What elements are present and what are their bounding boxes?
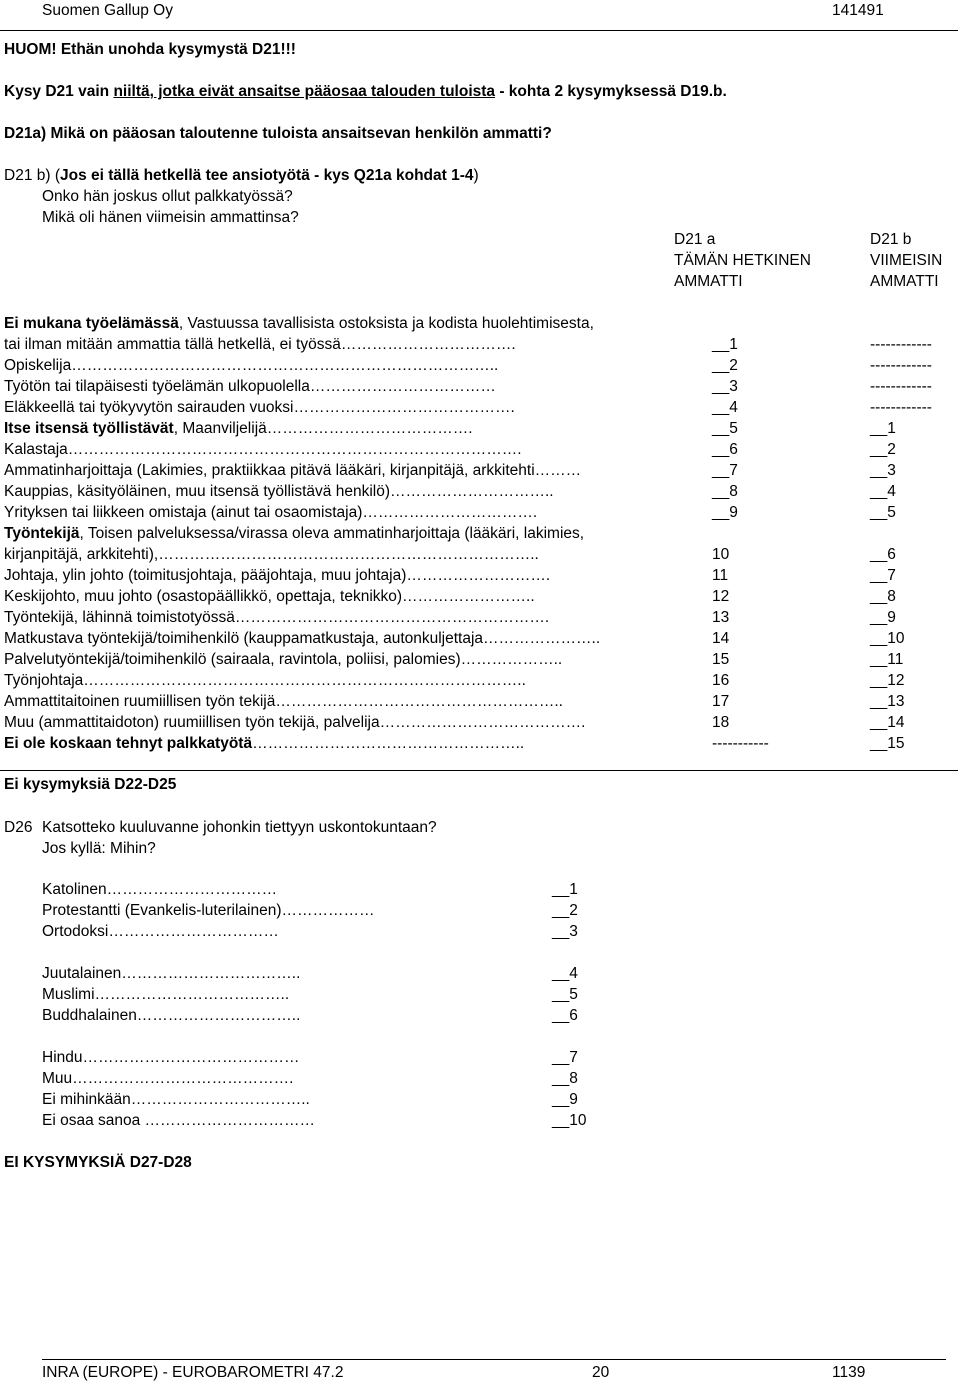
code-current: __1 bbox=[712, 336, 738, 353]
code-current: 14 bbox=[712, 630, 730, 647]
code-last: __9 bbox=[870, 609, 896, 626]
footer-left: INRA (EUROPE) - EUROBAROMETRI 47.2 bbox=[42, 1364, 344, 1381]
occupation-row: Yrityksen tai liikkeen omistaja (ainut tai osaomistaja)……………………………. bbox=[4, 504, 538, 521]
religion-code: __7 bbox=[552, 1049, 578, 1066]
code-current: 10 bbox=[712, 546, 730, 563]
d26-label: D26 bbox=[4, 819, 33, 836]
question-d21a: D21a) Mikä on pääosan taloutenne tuloista ansaitsevan henkilön ammatti? bbox=[4, 125, 552, 142]
skip-d22: Ei kysymyksiä D22-D25 bbox=[4, 776, 177, 793]
religion-item: Juutalainen…………………………….. bbox=[42, 965, 301, 982]
code-last: ------------ bbox=[870, 378, 932, 395]
instruction: Kysy D21 vain niiltä, jotka eivät ansaitse pääosaa talouden tuloista - kohta 2 kysymyksessä D19.b. bbox=[4, 83, 727, 100]
code-last: __2 bbox=[870, 441, 896, 458]
code-current: 18 bbox=[712, 714, 730, 731]
religion-item: Ortodoksi…………………………… bbox=[42, 923, 279, 940]
occupation-row: Ammatinharjoittaja (Lakimies, praktiikkaa pitävä lääkäri, kirjanpitäjä, arkkitehti……… bbox=[4, 462, 582, 479]
religion-code: __1 bbox=[552, 881, 578, 898]
code-last: __10 bbox=[870, 630, 905, 647]
religion-code: __3 bbox=[552, 923, 578, 940]
religion-code: __2 bbox=[552, 902, 578, 919]
code-last: __7 bbox=[870, 567, 896, 584]
religion-item: Protestantti (Evankelis-luterilainen)……………… bbox=[42, 902, 375, 919]
header-rule bbox=[0, 30, 958, 31]
header-number: 141491 bbox=[832, 2, 884, 19]
code-current: 11 bbox=[712, 567, 729, 584]
religion-code: __5 bbox=[552, 986, 578, 1003]
code-last: __3 bbox=[870, 462, 896, 479]
code-last: __5 bbox=[870, 504, 896, 521]
occupation-row: kirjanpitäjä, arkkitehti),……………………………………………………………….. bbox=[4, 546, 539, 563]
code-current: 13 bbox=[712, 609, 730, 626]
code-last: __8 bbox=[870, 588, 896, 605]
code-current: __3 bbox=[712, 378, 738, 395]
occupation-row: Kauppias, käsityöläinen, muu itsensä työllistävä henkilö)………………………….. bbox=[4, 483, 554, 500]
religion-item: Muslimi……………………………….. bbox=[42, 986, 290, 1003]
code-last: __1 bbox=[870, 420, 896, 437]
occupation-row: Työtön tai tilapäisesti työelämän ulkopuolella……………………………… bbox=[4, 378, 496, 395]
religion-item: Muu……………………………………. bbox=[42, 1070, 294, 1087]
occupation-row: Eläkkeellä tai työkyvytön sairauden vuoksi……………………………………. bbox=[4, 399, 515, 416]
code-current: 12 bbox=[712, 588, 730, 605]
col-a-h2: TÄMÄN HETKINEN bbox=[674, 252, 811, 269]
code-current: 17 bbox=[712, 693, 730, 710]
col-a-h3: AMMATTI bbox=[674, 273, 743, 290]
code-last: ------------ bbox=[870, 336, 932, 353]
occupation-row: Opiskelija……………………………………………………………………….. bbox=[4, 357, 499, 374]
code-current: 15 bbox=[712, 651, 730, 668]
code-last: __13 bbox=[870, 693, 905, 710]
d26-question: Katsotteko kuuluvanne johonkin tiettyyn uskontokuntaan? bbox=[42, 819, 437, 836]
occupation-row: Keskijohto, muu johto (osastopäällikkö, opettaja, teknikko)…………………….. bbox=[4, 588, 535, 605]
code-last: __4 bbox=[870, 483, 896, 500]
code-last: ------------ bbox=[870, 357, 932, 374]
section-rule bbox=[0, 770, 958, 771]
col-a-h1: D21 a bbox=[674, 231, 716, 248]
occupation-row: Työntekijä, Toisen palveluksessa/virassa oleva ammatinharjoittaja (lääkäri, lakimies, bbox=[4, 525, 585, 542]
d26-question-line2: Jos kyllä: Mihin? bbox=[42, 840, 156, 857]
religion-item: Buddhalainen………………………….. bbox=[42, 1007, 301, 1024]
occupation-row: Itse itsensä työllistävät, Maanviljelijä…………………………………. bbox=[4, 420, 473, 437]
religion-item: Katolinen…………………………… bbox=[42, 881, 278, 898]
occupation-row: Johtaja, ylin johto (toimitusjohtaja, pääjohtaja, muu johtaja)………………………. bbox=[4, 567, 551, 584]
occupation-row: Työnjohtaja………………………………………………………………………….. bbox=[4, 672, 526, 689]
col-b-h1: D21 b bbox=[870, 231, 912, 248]
religion-item: Hindu…………………………………… bbox=[42, 1049, 300, 1066]
code-current: 16 bbox=[712, 672, 730, 689]
religion-item: Ei mihinkään…………………………….. bbox=[42, 1091, 310, 1108]
question-d21b-line3: Mikä oli hänen viimeisin ammattinsa? bbox=[42, 209, 299, 226]
code-last: __12 bbox=[870, 672, 905, 689]
code-current: __4 bbox=[712, 399, 738, 416]
col-b-h2: VIIMEISIN bbox=[870, 252, 943, 269]
question-d21b-line2: Onko hän joskus ollut palkkatyössä? bbox=[42, 188, 293, 205]
religion-code: __10 bbox=[552, 1112, 587, 1129]
code-current: __5 bbox=[712, 420, 738, 437]
code-last: __14 bbox=[870, 714, 905, 731]
occupation-row: Työntekijä, lähinnä toimistotyössä……………………………………………………. bbox=[4, 609, 550, 626]
religion-code: __9 bbox=[552, 1091, 578, 1108]
religion-code: __6 bbox=[552, 1007, 578, 1024]
religion-code: __4 bbox=[552, 965, 578, 982]
code-last: __11 bbox=[870, 651, 904, 668]
code-last: __15 bbox=[870, 735, 905, 752]
occupation-row: Kalastaja……………………………………………………………………………. bbox=[4, 441, 522, 458]
occupation-row: Matkustava työntekijä/toimihenkilö (kauppamatkustaja, autonkuljettaja………………….. bbox=[4, 630, 601, 647]
code-last: ------------ bbox=[870, 399, 932, 416]
code-current: __9 bbox=[712, 504, 738, 521]
footer-rule bbox=[42, 1359, 946, 1360]
occupation-row: Ammattitaitoinen ruumiillisen työn tekijä……………………………………………….. bbox=[4, 693, 563, 710]
occupation-row: Palvelutyöntekijä/toimihenkilö (sairaala, ravintola, poliisi, palomies)……………….. bbox=[4, 651, 563, 668]
religion-item: Ei osaa sanoa …………………………… bbox=[42, 1112, 316, 1129]
religion-code: __8 bbox=[552, 1070, 578, 1087]
code-current: __6 bbox=[712, 441, 738, 458]
code-current: ----------- bbox=[712, 735, 769, 752]
footer-right: 1139 bbox=[832, 1364, 866, 1381]
code-current: __8 bbox=[712, 483, 738, 500]
code-current: __7 bbox=[712, 462, 738, 479]
occupation-row: Ei ole koskaan tehnyt palkkatyötä…………………………………………….. bbox=[4, 735, 525, 752]
col-b-h3: AMMATTI bbox=[870, 273, 939, 290]
footer-page: 20 bbox=[592, 1364, 610, 1381]
occupation-row: tai ilman mitään ammattia tällä hetkellä, ei työssä……………………………. bbox=[4, 336, 516, 353]
skip-d27: EI KYSYMYKSIÄ D27-D28 bbox=[4, 1154, 192, 1171]
code-last: __6 bbox=[870, 546, 896, 563]
notice: HUOM! Ethän unohda kysymystä D21!!! bbox=[4, 41, 296, 58]
occupation-row: Ei mukana työelämässä, Vastuussa tavallisista ostoksista ja kodista huolehtimisesta, bbox=[4, 315, 594, 332]
occupation-row: Muu (ammattitaidoton) ruumiillisen työn tekijä, palvelija…………………………………. bbox=[4, 714, 586, 731]
question-d21b: D21 b) (Jos ei tällä hetkellä tee ansiotyötä - kys Q21a kohdat 1-4) bbox=[4, 167, 479, 184]
code-current: __2 bbox=[712, 357, 738, 374]
header-company: Suomen Gallup Oy bbox=[42, 2, 173, 19]
